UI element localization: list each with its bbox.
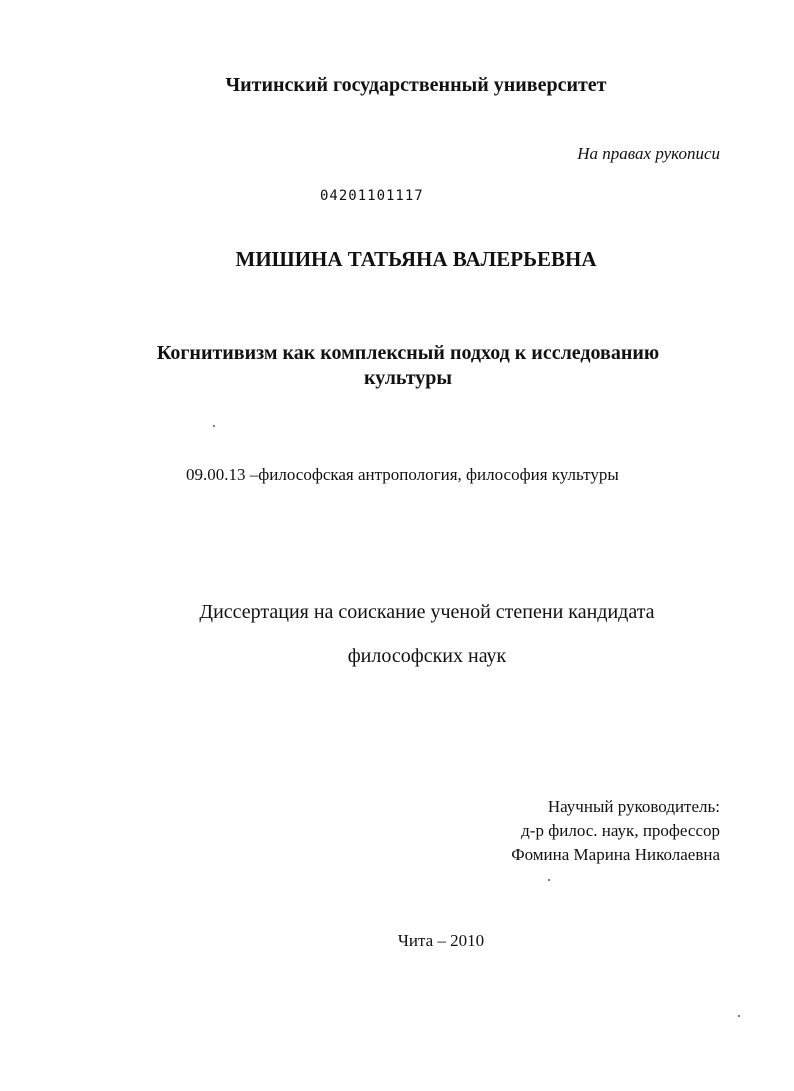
scan-speck bbox=[548, 879, 550, 881]
supervisor-name: Фомина Марина Николаевна bbox=[511, 845, 720, 864]
city-year: Чита – 2010 bbox=[397, 931, 485, 950]
supervisor-label: Научный руководитель: bbox=[547, 797, 720, 816]
title-line-2: культуры bbox=[363, 367, 453, 389]
degree-statement: Диссертация на соискание ученой степени кандидата bbox=[199, 601, 655, 623]
university-name: Читинский государственный университет bbox=[225, 74, 607, 96]
rights-note: На правах рукописи bbox=[577, 144, 720, 163]
degree-field: философских наук bbox=[347, 645, 507, 667]
title-line-1: Когнитивизм как комплексный подход к исследованию bbox=[156, 342, 660, 364]
supervisor-degree: д-р филос. наук, профессор bbox=[521, 821, 720, 840]
scan-speck bbox=[738, 1015, 740, 1017]
catalog-code: 04201101117 bbox=[320, 188, 424, 204]
dissertation-title bbox=[0, 341, 794, 391]
scan-speck bbox=[213, 425, 215, 427]
specialty-code: 09.00.13 –философская антропология, философия культуры bbox=[186, 465, 619, 484]
author-name: МИШИНА ТАТЬЯНА ВАЛЕРЬЕВНА bbox=[235, 247, 597, 271]
supervisor-block bbox=[511, 795, 720, 867]
